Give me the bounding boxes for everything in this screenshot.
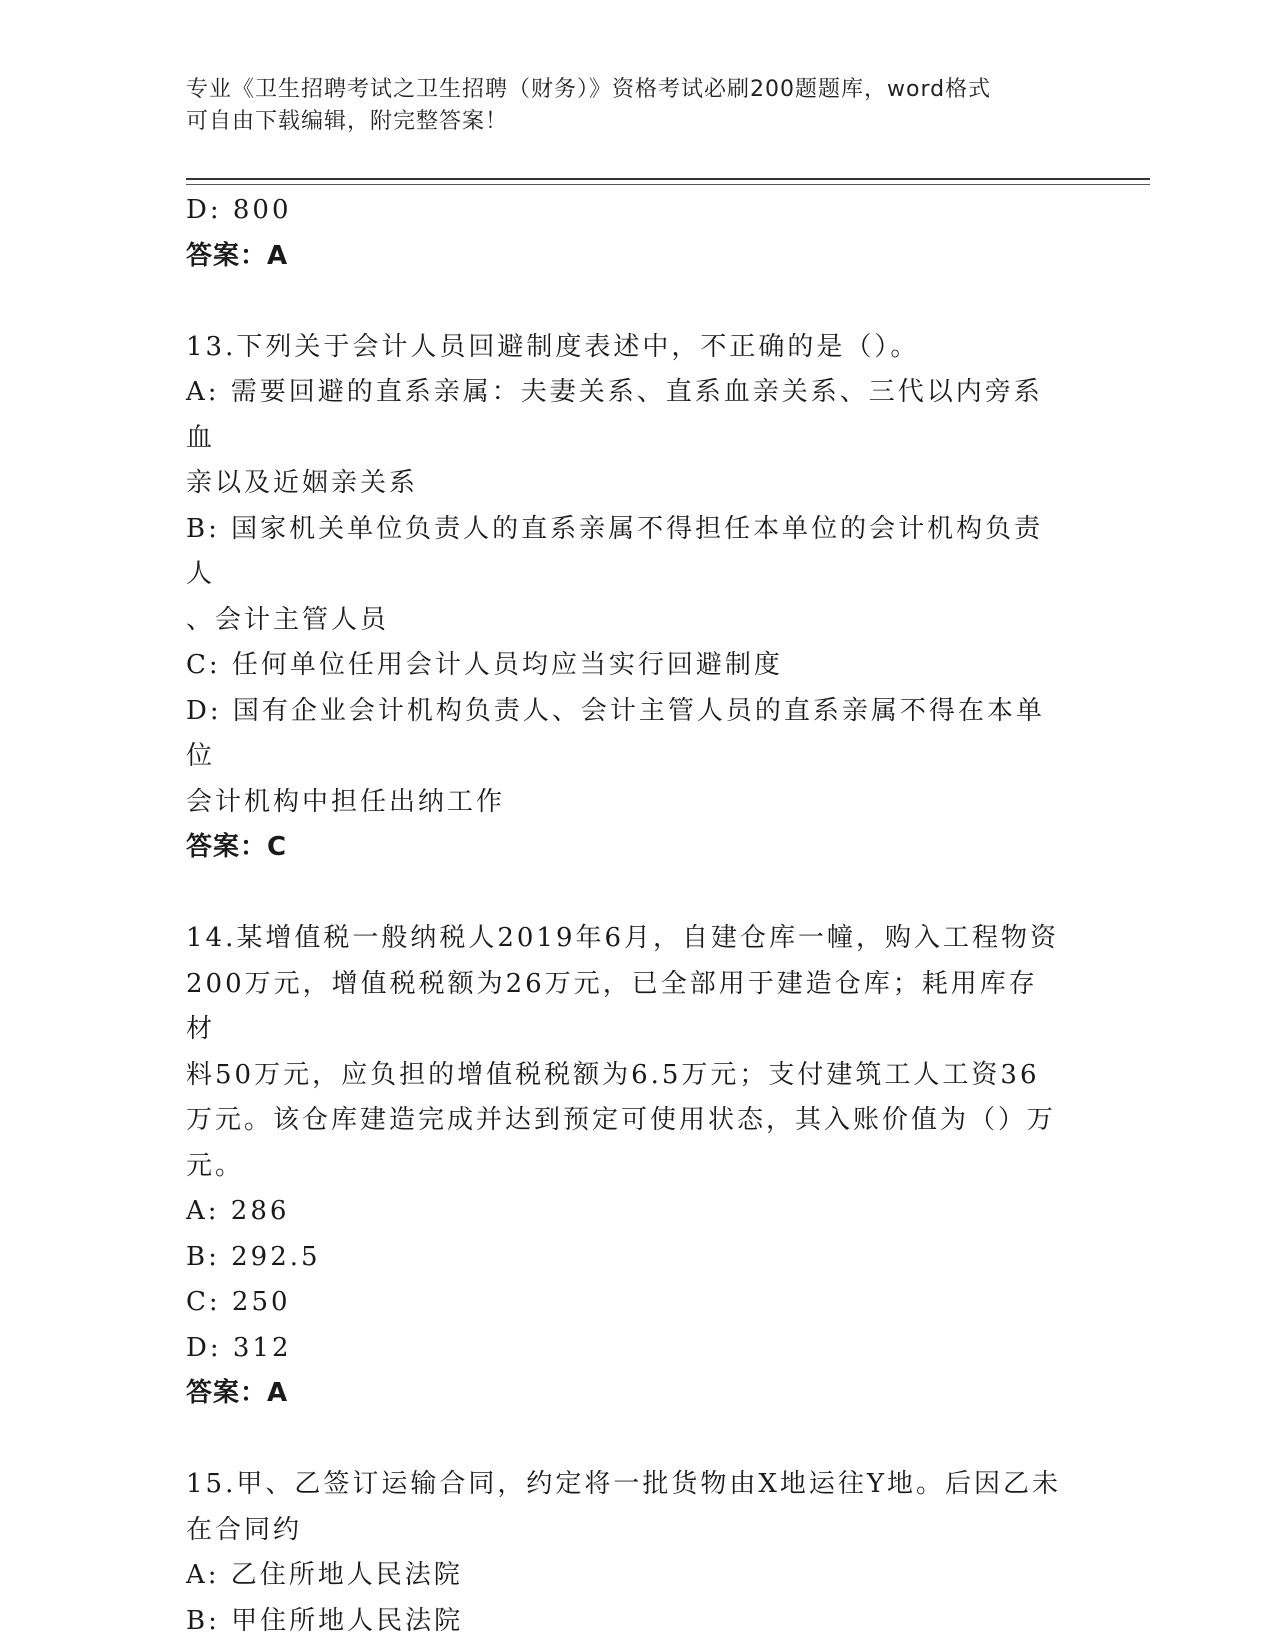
question-stem-line-2: 200万元，增值税税额为26万元，已全部用于建造仓库；耗用库存材 bbox=[186, 968, 1038, 1044]
option-c: C: 任何单位任用会计人员均应当实行回避制度 bbox=[186, 650, 783, 680]
question-14 bbox=[186, 916, 1066, 1417]
answer-text: 答案：C bbox=[186, 832, 288, 862]
spacer bbox=[186, 871, 1066, 917]
option-a: A: 286 bbox=[186, 1196, 290, 1226]
spacer bbox=[186, 1417, 1066, 1463]
question-stem: 13.下列关于会计人员回避制度表述中，不正确的是（）。 bbox=[186, 331, 920, 362]
question-stem-line-2: 在合同约 bbox=[186, 1514, 303, 1545]
question-15 bbox=[186, 1462, 1066, 1644]
answer-text: 答案：A bbox=[186, 1378, 289, 1408]
header-rule-thick bbox=[186, 178, 1150, 180]
option-b: B: 甲住所地人民法院 bbox=[186, 1605, 464, 1636]
option-b: B: 292.5 bbox=[186, 1241, 321, 1272]
question-13 bbox=[186, 325, 1066, 871]
option-b-line-2: 、会计主管人员 bbox=[186, 604, 390, 635]
page-header bbox=[186, 74, 1066, 138]
option-b-line-1: B: 国家机关单位负责人的直系亲属不得担任本单位的会计机构负责人 bbox=[186, 513, 1044, 589]
option-a-line-1: A: 需要回避的直系亲属：夫妻关系、直系血亲关系、三代以内旁系血 bbox=[186, 377, 1043, 453]
option-d: D: 800 bbox=[186, 195, 292, 225]
question-stem-line-1: 15.甲、乙签订运输合同，约定将一批货物由X地运往Y地。后因乙未 bbox=[186, 1469, 1062, 1499]
header-rule-thin bbox=[186, 184, 1150, 185]
prev-question bbox=[186, 188, 1066, 279]
option-a: A: 乙住所地人民法院 bbox=[186, 1560, 463, 1590]
option-d-line-2: 会计机构中担任出纳工作 bbox=[186, 786, 506, 817]
spacer bbox=[186, 279, 1066, 325]
question-stem-line-3: 料50万元，应负担的增值税税额为6.5万元；支付建筑工人工资36 bbox=[186, 1059, 1040, 1090]
question-stem-line-4: 万元。该仓库建造完成并达到预定可使用状态，其入账价值为（）万 bbox=[186, 1105, 1057, 1135]
question-stem-line-1: 14.某增值税一般纳税人2019年6月，自建仓库一幢，购入工程物资 bbox=[186, 923, 1060, 953]
answer-text: 答案：A bbox=[186, 240, 289, 271]
question-content bbox=[186, 188, 1066, 1644]
header-line-1: 专业《卫生招聘考试之卫生招聘（财务）》资格考试必刷200题题库，word格式 bbox=[186, 77, 992, 102]
option-c: C: 250 bbox=[186, 1287, 291, 1317]
header-line-2: 可自由下载编辑，附完整答案！ bbox=[186, 109, 509, 134]
option-d: D: 312 bbox=[186, 1332, 292, 1363]
option-d-line-1: D: 国有企业会计机构负责人、会计主管人员的直系亲属不得在本单位 bbox=[186, 695, 1045, 771]
question-stem-line-5: 元。 bbox=[186, 1150, 245, 1181]
option-a-line-2: 亲以及近姻亲关系 bbox=[186, 468, 419, 498]
